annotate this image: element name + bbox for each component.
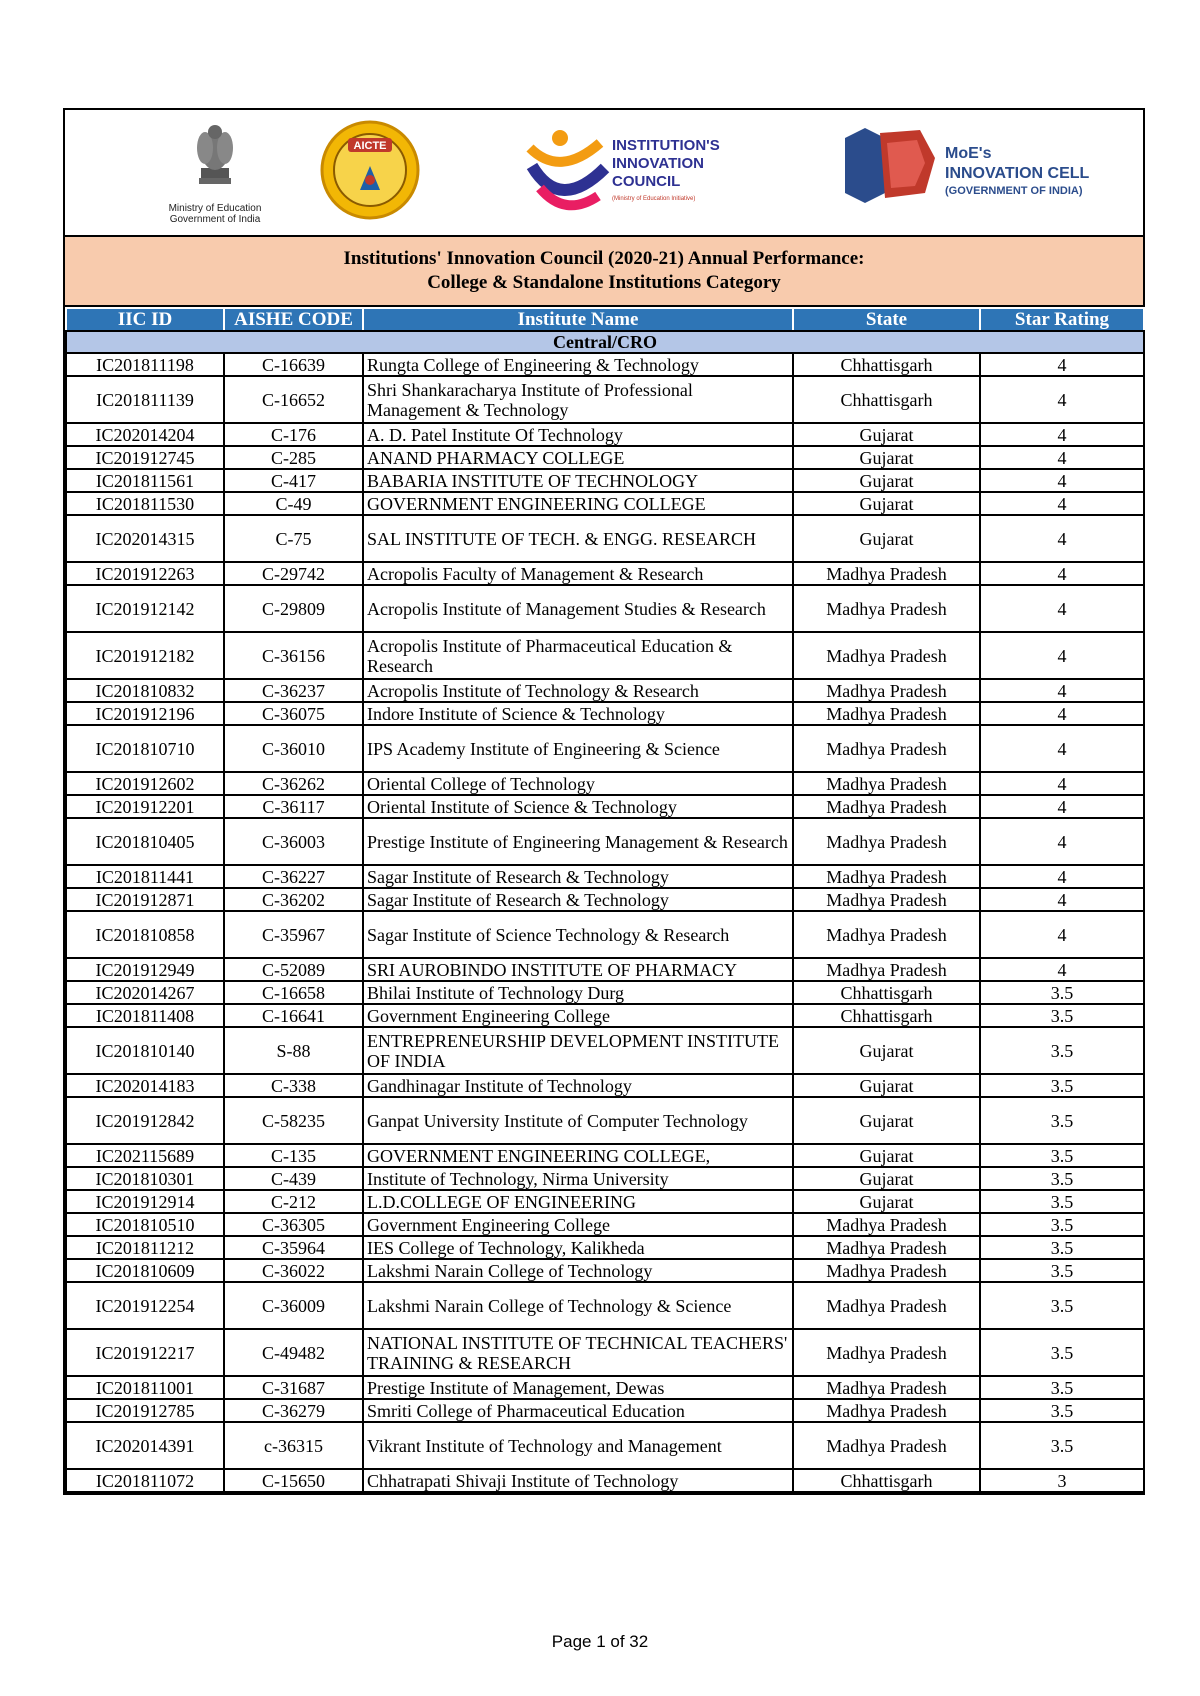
cell-aishe-code: C-29809 [224,585,363,632]
cell-state: Madhya Pradesh [793,865,980,888]
cell-state: Madhya Pradesh [793,1399,980,1422]
cell-star-rating: 3 [980,1469,1144,1492]
column-header-star-rating: Star Rating [980,308,1144,331]
cell-star-rating: 4 [980,353,1144,376]
table-row [66,1144,1144,1167]
cell-state: Gujarat [793,446,980,469]
cell-star-rating: 4 [980,632,1144,679]
cell-iic-id: IC201811530 [66,492,224,515]
cell-iic-id: IC201810140 [66,1027,224,1074]
cell-star-rating: 3.5 [980,1190,1144,1213]
table-row [66,1213,1144,1236]
cell-aishe-code: C-58235 [224,1097,363,1144]
cell-iic-id: IC202014391 [66,1422,224,1469]
cell-institute-name: SRI AUROBINDO INSTITUTE OF PHARMACY [363,958,793,981]
cell-aishe-code: C-36009 [224,1282,363,1329]
cell-state: Gujarat [793,492,980,515]
cell-institute-name: Indore Institute of Science & Technology [363,702,793,725]
cell-state: Gujarat [793,1097,980,1144]
cell-aishe-code: C-36156 [224,632,363,679]
cell-institute-name: Vikrant Institute of Technology and Management [363,1422,793,1469]
page-footer: Page 1 of 32 [551,1632,649,1651]
iic-title-line1: INSTITUTION'S [612,137,720,154]
cell-state: Gujarat [793,1190,980,1213]
cell-aishe-code: C-31687 [224,1376,363,1399]
table-row [66,865,1144,888]
table-row [66,981,1144,1004]
cell-institute-name: Sagar Institute of Science Technology & Research [363,911,793,958]
table-row [66,562,1144,585]
cell-iic-id: IC201912949 [66,958,224,981]
table-row [66,1236,1144,1259]
cell-state: Madhya Pradesh [793,1376,980,1399]
cell-iic-id: IC201912914 [66,1190,224,1213]
cell-institute-name: Sagar Institute of Research & Technology [363,865,793,888]
table-row [66,353,1144,376]
cell-aishe-code: C-439 [224,1167,363,1190]
report-title-line2: College & Standalone Institutions Category [427,272,781,293]
cell-iic-id: IC201811408 [66,1004,224,1027]
cell-iic-id: IC201811441 [66,865,224,888]
cell-institute-name: IPS Academy Institute of Engineering & Science [363,725,793,772]
cell-institute-name: Acropolis Faculty of Management & Research [363,562,793,585]
cell-institute-name: Acropolis Institute of Technology & Research [363,679,793,702]
cell-state: Chhattisgarh [793,1469,980,1492]
cell-aishe-code: C-16658 [224,981,363,1004]
cell-institute-name: BABARIA INSTITUTE OF TECHNOLOGY [363,469,793,492]
cell-star-rating: 4 [980,865,1144,888]
cell-institute-name: Prestige Institute of Management, Dewas [363,1376,793,1399]
table-row [66,423,1144,446]
cell-iic-id: IC201912196 [66,702,224,725]
cell-institute-name: A. D. Patel Institute Of Technology [363,423,793,446]
cell-star-rating: 4 [980,958,1144,981]
cell-iic-id: IC201810405 [66,818,224,865]
cell-institute-name: Rungta College of Engineering & Technology [363,353,793,376]
cell-state: Madhya Pradesh [793,725,980,772]
cell-iic-id: IC202014267 [66,981,224,1004]
table-row [66,1027,1144,1074]
cell-star-rating: 3.5 [980,1422,1144,1469]
iic-title-line3: COUNCIL [612,173,681,190]
cell-iic-id: IC201912785 [66,1399,224,1422]
cell-state: Madhya Pradesh [793,818,980,865]
cell-state: Gujarat [793,469,980,492]
cell-institute-name: GOVERNMENT ENGINEERING COLLEGE, [363,1144,793,1167]
cell-aishe-code: C-16639 [224,353,363,376]
cell-institute-name: ENTREPRENEURSHIP DEVELOPMENT INSTITUTE OF INDIA [363,1027,793,1074]
cell-state: Madhya Pradesh [793,585,980,632]
cell-institute-name: Prestige Institute of Engineering Management & Research [363,818,793,865]
cell-state: Madhya Pradesh [793,1236,980,1259]
cell-state: Madhya Pradesh [793,795,980,818]
cell-institute-name: Acropolis Institute of Management Studies & Research [363,585,793,632]
cell-star-rating: 3.5 [980,1144,1144,1167]
iic-logo [520,118,760,228]
cell-state: Chhattisgarh [793,981,980,1004]
cell-star-rating: 3.5 [980,1259,1144,1282]
cell-star-rating: 4 [980,585,1144,632]
cell-iic-id: IC201912254 [66,1282,224,1329]
column-header-iic-id: IIC ID [66,308,224,331]
cell-institute-name: Government Engineering College [363,1004,793,1027]
cell-institute-name: Acropolis Institute of Pharmaceutical Education & Research [363,632,793,679]
cell-iic-id: IC201912263 [66,562,224,585]
cell-iic-id: IC201912201 [66,795,224,818]
cell-star-rating: 4 [980,469,1144,492]
ministry-of-education-logo [155,118,275,228]
cell-institute-name: Oriental College of Technology [363,772,793,795]
table-row [66,1469,1144,1492]
aicte-logo [315,118,425,228]
table-row [66,1097,1144,1144]
cell-star-rating: 4 [980,818,1144,865]
cell-star-rating: 3.5 [980,1399,1144,1422]
cell-aishe-code: S-88 [224,1027,363,1074]
table-row [66,515,1144,562]
cell-star-rating: 3.5 [980,1213,1144,1236]
cell-state: Madhya Pradesh [793,1422,980,1469]
column-header-aishe-code: AISHE CODE [224,308,363,331]
cell-state: Gujarat [793,1074,980,1097]
cell-star-rating: 3.5 [980,1074,1144,1097]
cell-aishe-code: C-36305 [224,1213,363,1236]
cell-star-rating: 3.5 [980,981,1144,1004]
moe-cell-line1: MoE's [945,145,992,162]
table-row [66,469,1144,492]
cell-star-rating: 3.5 [980,1097,1144,1144]
cell-star-rating: 4 [980,888,1144,911]
aicte-label: AICTE [353,140,387,152]
table-row [66,1422,1144,1469]
cell-iic-id: IC201912142 [66,585,224,632]
cell-state: Gujarat [793,423,980,446]
cell-iic-id: IC201912871 [66,888,224,911]
category-row [66,331,1144,353]
cell-state: Madhya Pradesh [793,1282,980,1329]
cell-star-rating: 3.5 [980,1282,1144,1329]
cell-star-rating: 4 [980,772,1144,795]
cell-aishe-code: C-285 [224,446,363,469]
table-row [66,911,1144,958]
cell-institute-name: SAL INSTITUTE OF TECH. & ENGG. RESEARCH [363,515,793,562]
cell-aishe-code: C-16652 [224,376,363,423]
cell-star-rating: 4 [980,725,1144,772]
cell-iic-id: IC201810510 [66,1213,224,1236]
table-row [66,1167,1144,1190]
table-row [66,725,1144,772]
cell-state: Madhya Pradesh [793,911,980,958]
cell-state: Chhattisgarh [793,353,980,376]
cell-iic-id: IC201912182 [66,632,224,679]
cell-institute-name: Chhatrapati Shivaji Institute of Technology [363,1469,793,1492]
cell-institute-name: GOVERNMENT ENGINEERING COLLEGE [363,492,793,515]
cell-institute-name: Government Engineering College [363,1213,793,1236]
cell-iic-id: IC201811561 [66,469,224,492]
cell-iic-id: IC202014183 [66,1074,224,1097]
cell-iic-id: IC201810609 [66,1259,224,1282]
cell-aishe-code: C-417 [224,469,363,492]
table-row [66,679,1144,702]
cell-institute-name: Sagar Institute of Research & Technology [363,888,793,911]
cell-aishe-code: C-36237 [224,679,363,702]
cell-state: Madhya Pradesh [793,1213,980,1236]
cell-institute-name: Institute of Technology, Nirma University [363,1167,793,1190]
cell-iic-id: IC201912745 [66,446,224,469]
cell-star-rating: 4 [980,679,1144,702]
cell-aishe-code: C-36117 [224,795,363,818]
cell-institute-name: Bhilai Institute of Technology Durg [363,981,793,1004]
table-row [66,888,1144,911]
cell-aishe-code: C-36022 [224,1259,363,1282]
cell-iic-id: IC201811139 [66,376,224,423]
cell-state: Chhattisgarh [793,1004,980,1027]
cell-aishe-code: C-35967 [224,911,363,958]
cell-star-rating: 3.5 [980,1004,1144,1027]
table-row [66,818,1144,865]
moe-cell-line2: INNOVATION CELL [945,165,1090,182]
cell-aishe-code: C-135 [224,1144,363,1167]
cell-aishe-code: C-36202 [224,888,363,911]
cell-iic-id: IC201912842 [66,1097,224,1144]
cell-aishe-code: C-36075 [224,702,363,725]
ranking-table [65,307,1145,1493]
table-header-row [66,308,1144,331]
cell-iic-id: IC201811001 [66,1376,224,1399]
cell-iic-id: IC201810832 [66,679,224,702]
cell-institute-name: Smriti College of Pharmaceutical Education [363,1399,793,1422]
cell-state: Chhattisgarh [793,376,980,423]
cell-institute-name: IES College of Technology, Kalikheda [363,1236,793,1259]
logo-band [65,110,1143,237]
table-row [66,585,1144,632]
report-sheet [63,108,1145,1495]
cell-aishe-code: C-35964 [224,1236,363,1259]
iic-tagline: (Ministry of Education Initiative) [612,196,696,202]
cell-state: Gujarat [793,1167,980,1190]
cell-institute-name: L.D.COLLEGE OF ENGINEERING [363,1190,793,1213]
cell-institute-name: Oriental Institute of Science & Technology [363,795,793,818]
table-row [66,795,1144,818]
ministry-caption-line1: Ministry of Education [168,203,262,214]
cell-star-rating: 4 [980,795,1144,818]
moe-innovation-cell-logo [825,118,1125,228]
cell-state: Gujarat [793,515,980,562]
cell-iic-id: IC201912602 [66,772,224,795]
cell-institute-name: Lakshmi Narain College of Technology & Science [363,1282,793,1329]
cell-iic-id: IC202115689 [66,1144,224,1167]
cell-star-rating: 3.5 [980,1376,1144,1399]
cell-iic-id: IC202014315 [66,515,224,562]
cell-aishe-code: C-338 [224,1074,363,1097]
moe-cell-line3: (GOVERNMENT OF INDIA) [945,185,1083,197]
cell-institute-name: NATIONAL INSTITUTE OF TECHNICAL TEACHERS' TRAINING & RESEARCH [363,1329,793,1376]
report-title-line1: Institutions' Innovation Council (2020-21) Annual Performance: [343,248,865,269]
cell-star-rating: 4 [980,492,1144,515]
iic-title-line2: INNOVATION [612,155,704,172]
cell-star-rating: 3.5 [980,1236,1144,1259]
cell-institute-name: ANAND PHARMACY COLLEGE [363,446,793,469]
cell-institute-name: Lakshmi Narain College of Technology [363,1259,793,1282]
ashoka-emblem-icon [155,118,275,198]
cell-iic-id: IC201810710 [66,725,224,772]
cell-state: Gujarat [793,1144,980,1167]
table-row [66,958,1144,981]
column-header-state: State [793,308,980,331]
cell-aishe-code: C-52089 [224,958,363,981]
cell-state: Madhya Pradesh [793,772,980,795]
cell-aishe-code: C-36227 [224,865,363,888]
cell-aishe-code: C-49482 [224,1329,363,1376]
cell-aishe-code: C-16641 [224,1004,363,1027]
category-label: Central/CRO [66,331,1144,353]
table-row [66,1329,1144,1376]
table-row [66,632,1144,679]
table-row [66,1004,1144,1027]
cell-institute-name: Shri Shankaracharya Institute of Professional Management & Technology [363,376,793,423]
cell-aishe-code: C-15650 [224,1469,363,1492]
table-row [66,446,1144,469]
cell-star-rating: 4 [980,911,1144,958]
report-title [65,237,1143,307]
cell-aishe-code: C-75 [224,515,363,562]
cell-aishe-code: c-36315 [224,1422,363,1469]
cell-aishe-code: C-176 [224,423,363,446]
cell-state: Madhya Pradesh [793,632,980,679]
cell-iic-id: IC201811198 [66,353,224,376]
cell-aishe-code: C-36279 [224,1399,363,1422]
cell-state: Madhya Pradesh [793,562,980,585]
cell-star-rating: 4 [980,702,1144,725]
cell-state: Madhya Pradesh [793,1329,980,1376]
cell-state: Madhya Pradesh [793,679,980,702]
cell-aishe-code: C-49 [224,492,363,515]
cell-star-rating: 4 [980,423,1144,446]
table-row [66,1190,1144,1213]
cell-iic-id: IC201912217 [66,1329,224,1376]
cell-iic-id: IC201811212 [66,1236,224,1259]
cell-aishe-code: C-36003 [224,818,363,865]
cell-aishe-code: C-36262 [224,772,363,795]
ministry-caption-line2: Government of India [169,214,261,225]
cell-institute-name: Ganpat University Institute of Computer Technology [363,1097,793,1144]
cell-star-rating: 3.5 [980,1329,1144,1376]
table-row [66,772,1144,795]
table-row [66,1259,1144,1282]
cell-iic-id: IC201811072 [66,1469,224,1492]
cell-institute-name: Gandhinagar Institute of Technology [363,1074,793,1097]
table-row [66,1074,1144,1097]
table-row [66,376,1144,423]
cell-iic-id: IC201810301 [66,1167,224,1190]
cell-state: Madhya Pradesh [793,888,980,911]
cell-state: Madhya Pradesh [793,702,980,725]
cell-state: Gujarat [793,1027,980,1074]
cell-iic-id: IC202014204 [66,423,224,446]
cell-iic-id: IC201810858 [66,911,224,958]
cell-star-rating: 3.5 [980,1167,1144,1190]
cell-aishe-code: C-29742 [224,562,363,585]
cell-star-rating: 4 [980,562,1144,585]
column-header-institute-name: Institute Name [363,308,793,331]
cell-star-rating: 4 [980,376,1144,423]
cell-state: Madhya Pradesh [793,958,980,981]
table-row [66,1376,1144,1399]
cell-state: Madhya Pradesh [793,1259,980,1282]
cell-aishe-code: C-36010 [224,725,363,772]
table-row [66,492,1144,515]
cell-aishe-code: C-212 [224,1190,363,1213]
table-row [66,702,1144,725]
cell-star-rating: 4 [980,446,1144,469]
cell-star-rating: 3.5 [980,1027,1144,1074]
cell-star-rating: 4 [980,515,1144,562]
table-row [66,1399,1144,1422]
table-row [66,1282,1144,1329]
